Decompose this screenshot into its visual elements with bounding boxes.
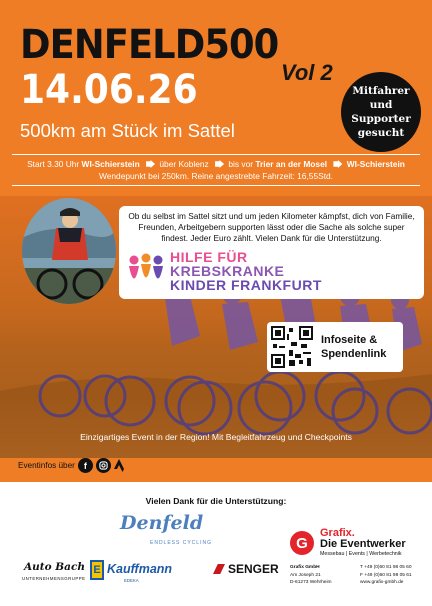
strava-icon[interactable] — [114, 459, 126, 473]
qr-code-icon[interactable] — [271, 326, 313, 368]
end-location: WI-Schierstein — [346, 159, 405, 169]
eventinfo-label: Eventinfos über — [18, 461, 75, 470]
event-title: DENFELD500 — [20, 22, 279, 68]
donation-qr-card[interactable] — [267, 322, 403, 372]
arrow-right-icon — [333, 160, 342, 168]
grafix-contact — [360, 564, 412, 587]
supporter-badge — [341, 72, 421, 152]
facebook-icon[interactable]: f — [78, 458, 93, 473]
sponsor-denfeld-logo: Denfeld — [120, 512, 204, 534]
qr-label — [321, 333, 386, 361]
contact-phone: T +49 (0)60 81 98 05 60 — [360, 565, 412, 570]
badge-line: gesucht — [357, 127, 405, 139]
grafix-address — [290, 564, 332, 587]
sponsors-heading: Vielen Dank für die Unterstützung: — [145, 496, 287, 506]
instagram-glyph — [99, 461, 108, 470]
route-info — [12, 154, 420, 186]
message-card — [119, 206, 424, 299]
grafix-slogan: Die Eventwerker — [320, 538, 406, 550]
address-line: Am Joseph 21 — [290, 572, 321, 578]
sponsor-autobach-logo: Auto Bach — [24, 561, 85, 573]
start-time: Start 3.30 Uhr — [27, 159, 80, 169]
sponsor-denfeld-tagline: ENDLESS CYCLING — [150, 540, 212, 546]
social-links — [18, 458, 126, 473]
edeka-logo-icon: E — [90, 560, 104, 580]
event-volume: Vol 2 — [281, 60, 333, 85]
arrow-right-icon — [215, 160, 224, 168]
contact-fax: F +49 (0)60 81 98 05 61 — [360, 572, 412, 578]
charity-people-icon — [127, 251, 165, 291]
charity-name-line: KINDER FRANKFURT — [170, 277, 322, 293]
badge-line: Supporter — [351, 113, 411, 125]
route-line-2: Wendepunkt bei 250km. Reine angestrebte Fahrzeit: 16,55Std. — [98, 171, 334, 181]
address-line: D-61273 Wehrheim — [290, 580, 332, 585]
event-subtitle: 500km am Stück im Sattel — [20, 120, 235, 141]
turn-prefix: bis vor — [228, 159, 254, 169]
qr-label-line: Spendenlink — [321, 348, 387, 360]
sponsor-autobach-tagline: UNTERNEHMENSGRUPPE — [22, 576, 86, 581]
rider-portrait — [22, 198, 116, 304]
event-tagline: Einzigartiges Event in der Region! Mit Begleitfahrzeug und Checkpoints — [80, 432, 352, 442]
message-text: Ob du selbst im Sattel sitzt und um jeden Kilometer kämpfst, dich von Familie, Freunden, Arbeitgebern supporten lässt oder die Sache als solche super findest. Jeder Euro zählt. Vielen Dank für die Unterstützung. — [128, 211, 415, 243]
charity-logo — [127, 250, 416, 292]
qr-label-line: Infoseite & — [321, 334, 378, 346]
grafix-services: Messebau | Events | Werbetechnik — [320, 551, 402, 557]
via-koblenz: über Koblenz — [159, 159, 209, 169]
route-line-1 — [12, 158, 420, 170]
sponsor-kauffmann-logo: Kauffmann — [107, 562, 173, 576]
senger-wordmark: SENGER — [228, 562, 279, 576]
grafix-logo-icon: G — [290, 531, 314, 555]
grafix-name: Grafix. — [320, 527, 355, 539]
badge-line: und — [369, 99, 393, 111]
start-location: WI-Schierstein — [81, 159, 140, 169]
charity-name-line: HILFE FÜR — [170, 249, 248, 265]
instagram-icon[interactable] — [96, 458, 111, 473]
senger-mark-icon — [213, 564, 225, 574]
event-date: 14.06.26 — [20, 67, 198, 113]
arrow-right-icon — [146, 160, 155, 168]
contact-web-link[interactable]: www.grafix-gmbh.de — [360, 580, 404, 585]
rider-portrait-image — [22, 198, 116, 304]
turn-location: Trier an der Mosel — [255, 159, 328, 169]
strava-glyph — [114, 459, 126, 473]
address-line: Grafix GmbH — [290, 565, 320, 570]
badge-line: Mitfahrer — [352, 85, 410, 97]
charity-name-line: KREBSKRANKE — [170, 263, 285, 279]
sponsor-kauffmann-tagline: EDEKA — [124, 578, 139, 583]
sponsor-senger-logo — [213, 562, 279, 576]
